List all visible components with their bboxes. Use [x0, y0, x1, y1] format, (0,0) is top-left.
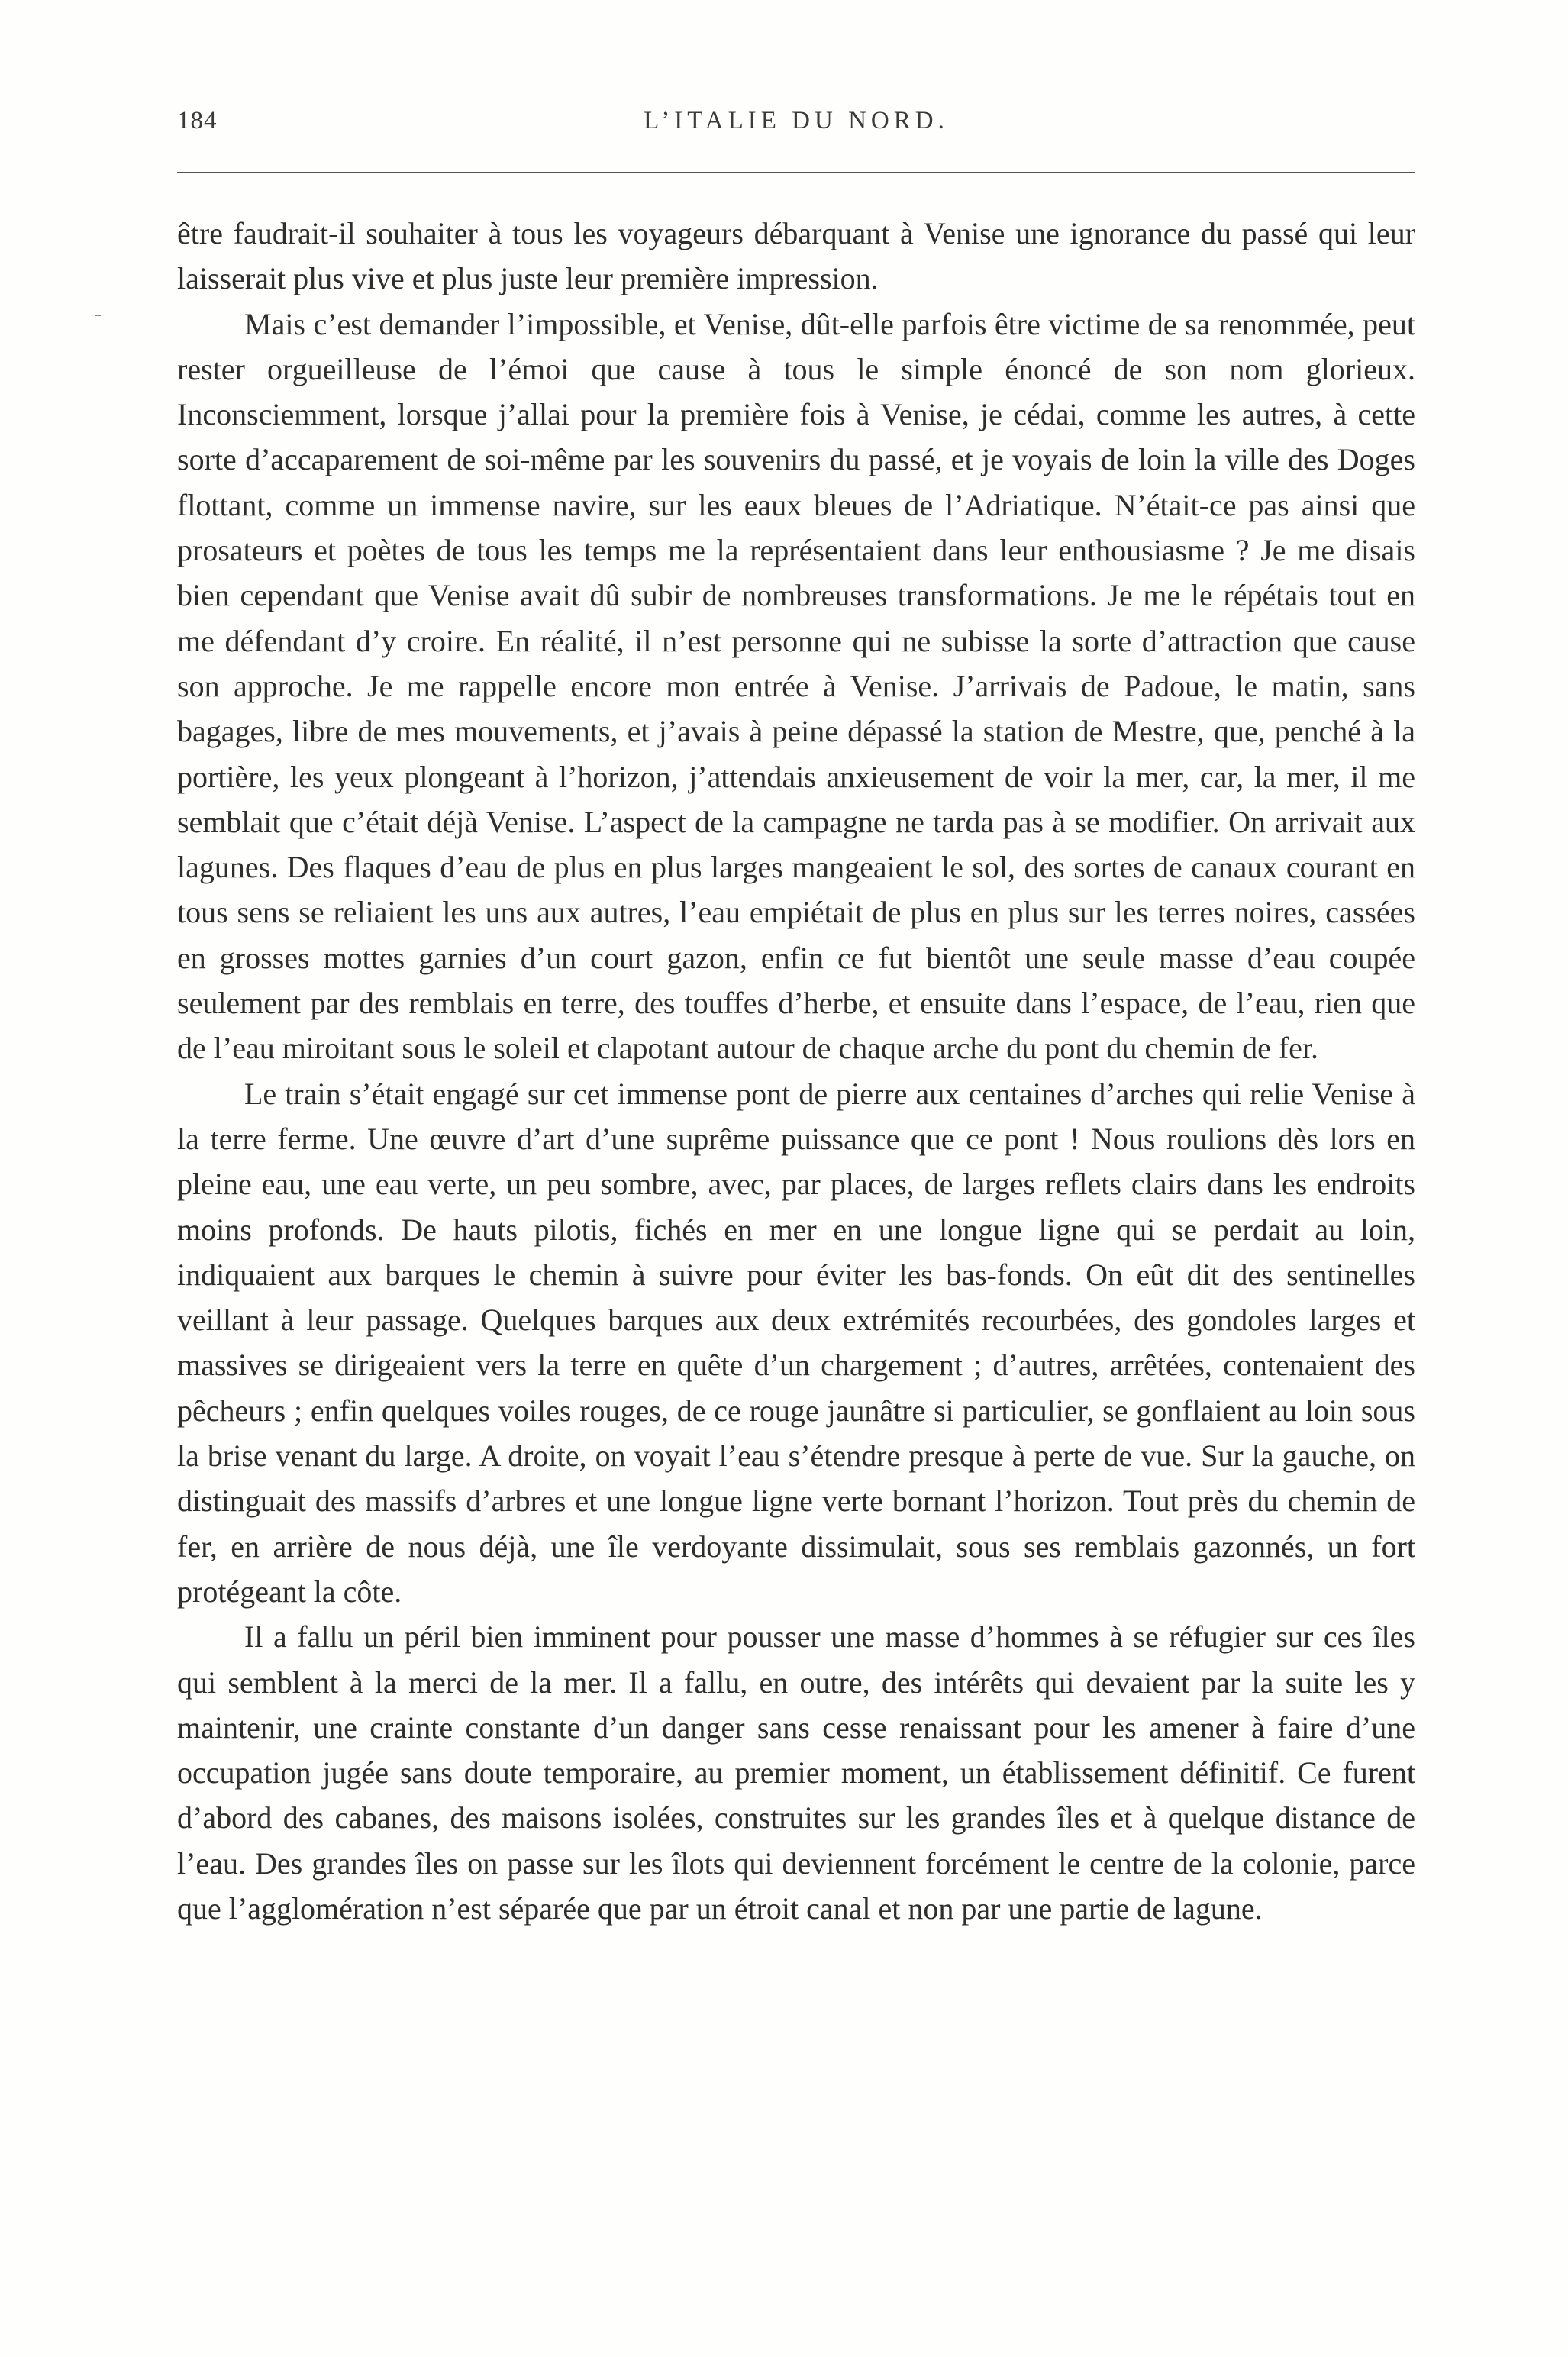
- page-header: [177, 107, 1415, 145]
- margin-mark: [95, 315, 101, 316]
- body-text: [177, 211, 1415, 1931]
- paragraph: Mais c’est demander l’impossible, et Venise, dût-elle parfois être victime de sa renommée, peut rester orgueilleuse de l’émoi que cause à tous le simple énoncé de son nom glorieux. Inconsciemment, lorsque j’allai pour la première fois à Venise, je cédai, comme les autres, à cette sorte d’accaparement de soi-même par les souvenirs du passé, et je voyais de loin la ville des Doges flottant, comme un immense navire, sur les eaux bleues de l’Adriatique. N’était-ce pas ainsi que prosateurs et poètes de tous les temps me la représentaient dans leur enthousiasme ? Je me disais bien cependant que Venise avait dû subir de nombreuses transformations. Je me le répétais tout en me défendant d’y croire. En réalité, il n’est personne qui ne subisse la sorte d’attraction que cause son approche. Je me rappelle encore mon entrée à Venise. J’arrivais de Padoue, le matin, sans bagages, libre de mes mouvements, et j’avais à peine dépassé la station de Mestre, que, penché à la portière, les yeux plongeant à l’horizon, j’attendais anxieusement de voir la mer, car, la mer, il me semblait que c’était déjà Venise. L’aspect de la campagne ne tarda pas à se modifier. On arrivait aux lagunes. Des flaques d’eau de plus en plus larges mangeaient le sol, des sortes de canaux courant en tous sens se reliaient les uns aux autres, l’eau empiétait de plus en plus sur les terres noires, cassées en grosses mottes garnies d’un court gazon, enfin ce fut bientôt une seule masse d’eau coupée seulement par des remblais en terre, des touffes d’herbe, et ensuite dans l’espace, de l’eau, rien que de l’eau miroitant sous le soleil et clapotant autour de chaque arche du pont du chemin de fer.: [177, 306, 1415, 1066]
- page-number: 184: [177, 107, 218, 134]
- paragraph: Le train s’était engagé sur cet immense pont de pierre aux centaines d’arches qui relie Venise à la terre ferme. Une œuvre d’art d’une suprême puissance que ce pont ! Nous roulions dès lors en pleine eau, une eau verte, un peu sombre, avec, par places, de larges reflets clairs dans les endroits moins profonds. De hauts pilotis, fichés en mer en une longue ligne qui se perdait au loin, indiquaient aux barques le chemin à suivre pour éviter les bas-fonds. On eût dit des sentinelles veillant à leur passage. Quelques barques aux deux extrémités recourbées, des gondoles larges et massives se dirigeaient vers la terre en quête d’un chargement ; d’autres, arrêtées, contenaient des pêcheurs ; enfin quelques voiles rouges, de ce rouge jaunâtre si particulier, se gonflaient au loin sous la brise venant du large. A droite, on voyait l’eau s’étendre presque à perte de vue. Sur la gauche, on distinguait des massifs d’arbres et une longue ligne verte bornant l’horizon. Tout près du chemin de fer, en arrière de nous déjà, une île verdoyante dissimulait, sous ses remblais gazonnés, un fort protégeant la côte.: [177, 1076, 1415, 1609]
- header-rule: [177, 172, 1415, 173]
- running-title: L’ITALIE DU NORD.: [644, 107, 949, 134]
- paragraph: Il a fallu un péril bien imminent pour pousser une masse d’hommes à se réfugier sur ces îles qui semblent à la merci de la mer. Il a fallu, en outre, des intérêts qui devaient par la suite les y maintenir, une crainte constante d’un danger sans cesse renaissant pour les amener à faire d’une occupation jugée sans doute temporaire, au premier moment, un établissement définitif. Ce furent d’abord des cabanes, des maisons isolées, construites sur les grandes îles et à quelque distance de l’eau. Des grandes îles on passe sur les îlots qui deviennent forcément le centre de la colonie, parce que l’agglomération n’est séparée que par un étroit canal et non par une partie de lagune.: [177, 1619, 1415, 1926]
- paragraph-continued: être faudrait-il souhaiter à tous les voyageurs débarquant à Venise une ignorance du passé qui leur laisserait plus vive et plus juste leur première impression.: [177, 216, 1415, 296]
